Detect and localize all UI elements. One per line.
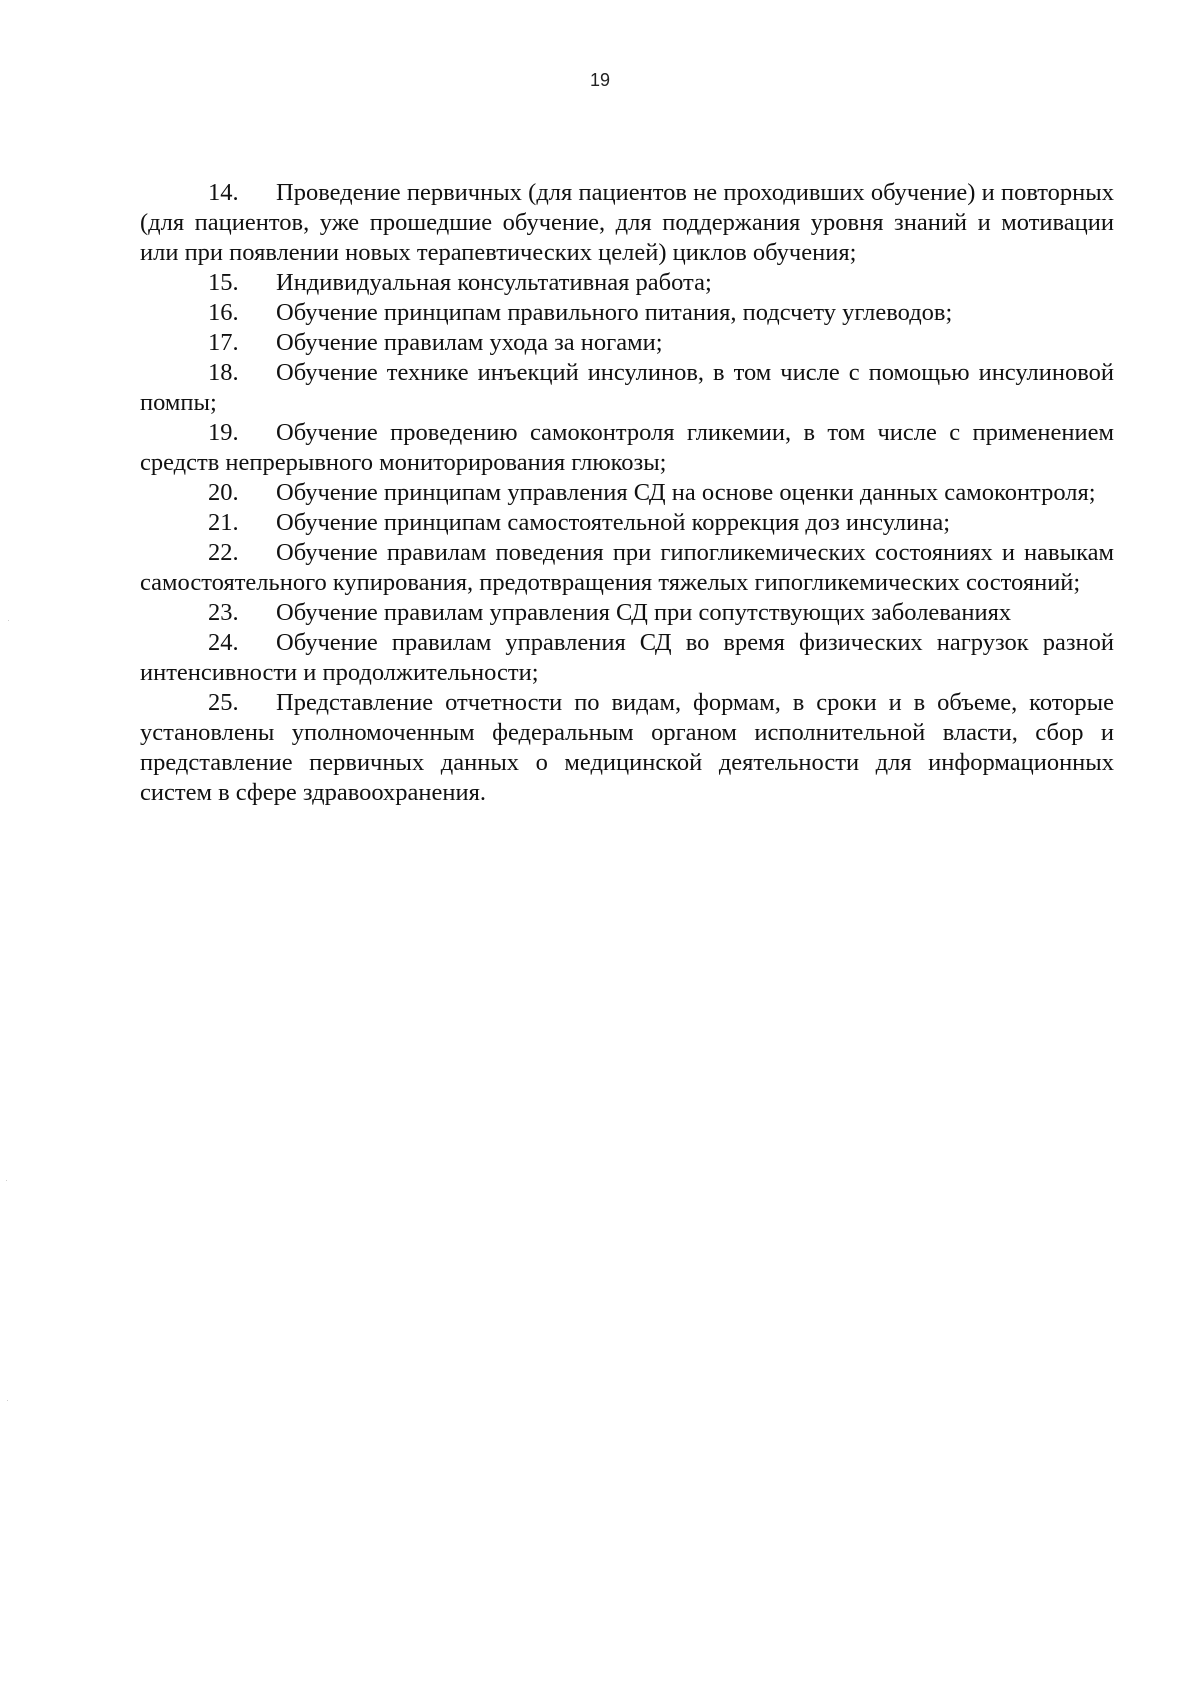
list-item <box>140 508 1114 538</box>
list-item <box>140 478 1114 508</box>
scan-speck <box>6 1180 7 1181</box>
page-number: 19 <box>589 70 611 90</box>
item-text: Обучение проведению самоконтроля гликемии, в том числе с применением средств непрерывного мониторирования глюкозы; <box>140 419 1114 476</box>
item-number: 20. <box>208 479 239 506</box>
item-text: Обучение правилам управления СД при сопутствующих заболеваниях <box>276 599 1012 626</box>
item-text: Обучение правилам поведения при гипогликемических состояниях и навыкам самостоятельного купирования, предотвращения тяжелых гипогликемических состояний; <box>140 539 1114 596</box>
item-number: 25. <box>208 689 239 716</box>
list-item <box>140 268 1114 298</box>
list-item <box>140 628 1114 688</box>
item-number: 15. <box>208 269 239 296</box>
list-item <box>140 538 1114 598</box>
scan-speck <box>7 1400 8 1401</box>
list-item <box>140 688 1114 808</box>
item-number: 18. <box>208 359 239 386</box>
item-text: Обучение технике инъекций инсулинов, в том числе с помощью инсулиновой помпы; <box>140 359 1114 416</box>
item-text: Представление отчетности по видам, формам, в сроки и в объеме, которые установлены уполномоченным федеральным органом исполнительной власти, сбор и представление первичных данных о медицинской деятельности для информационных систем в сфере здравоохранения. <box>140 689 1114 806</box>
item-text: Обучение принципам самостоятельной коррекция доз инсулина; <box>276 509 951 536</box>
item-number: 16. <box>208 299 239 326</box>
item-number: 23. <box>208 599 239 626</box>
item-number: 14. <box>208 179 239 206</box>
item-text: Обучение принципам правильного питания, подсчету углеводов; <box>276 299 953 326</box>
item-text: Индивидуальная консультативная работа; <box>276 269 712 296</box>
item-text: Обучение правилам ухода за ногами; <box>276 329 663 356</box>
list-item <box>140 358 1114 418</box>
list-item <box>140 178 1114 268</box>
item-number: 21. <box>208 509 239 536</box>
list-item <box>140 598 1114 628</box>
item-number: 22. <box>208 539 239 566</box>
scan-speck <box>8 620 9 621</box>
list-item <box>140 328 1114 358</box>
item-text: Обучение правилам управления СД во время физических нагрузок разной интенсивности и продолжительности; <box>140 629 1114 686</box>
item-text: Обучение принципам управления СД на основе оценки данных самоконтроля; <box>276 479 1096 506</box>
item-number: 24. <box>208 629 239 656</box>
item-text: Проведение первичных (для пациентов не проходивших обучение) и повторных (для пациентов, уже прошедшие обучение, для поддержания уровня знаний и мотивации или при появлении новых терапевтических целей) циклов обучения; <box>140 179 1114 266</box>
numbered-list <box>140 178 1114 808</box>
item-number: 17. <box>208 329 239 356</box>
list-item <box>140 418 1114 478</box>
item-number: 19. <box>208 419 239 446</box>
list-item <box>140 298 1114 328</box>
